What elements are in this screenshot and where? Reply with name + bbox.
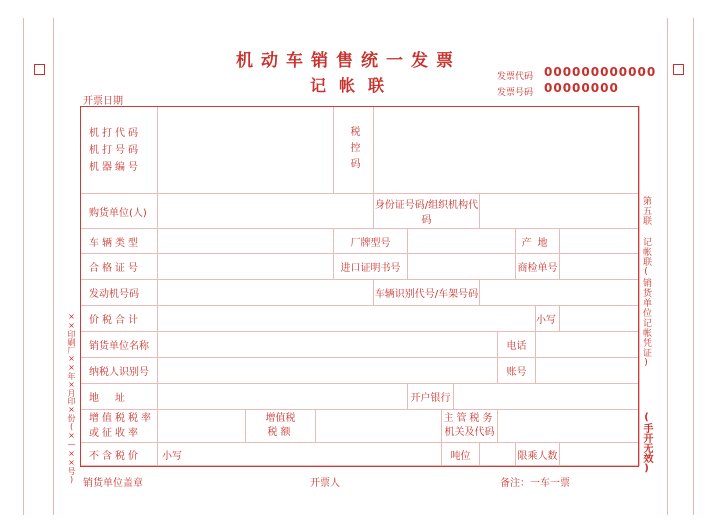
machine-number-label: 机打号码 — [89, 144, 141, 156]
origin-label: 产地 — [516, 229, 560, 254]
inspection-label: 商检单号 — [516, 254, 560, 280]
brand-model-value[interactable] — [408, 229, 516, 254]
seller-stamp-label: 销货单位盖章 — [83, 478, 143, 489]
machine-codes-value[interactable] — [158, 107, 334, 194]
pre-tax-label: 不含税价 — [81, 443, 158, 466]
machine-code-label: 机打代码 — [89, 127, 141, 139]
machine-codes-cell — [81, 107, 158, 194]
seller-name-value[interactable] — [158, 332, 498, 358]
address-value[interactable] — [158, 384, 408, 410]
phone-label: 电话 — [498, 332, 536, 358]
left-guide-line — [23, 18, 24, 515]
taxpayer-id-value[interactable] — [158, 358, 498, 384]
printer-info-vertical: ××印刷厂××年×月印×份(×—××号) — [67, 312, 76, 484]
vat-rate-label-cell — [81, 410, 158, 443]
vat-rate-label-1: 增值税税率 — [89, 413, 154, 424]
invoice-grid — [80, 106, 640, 466]
id-number-label: 身份证号码/组织机构代码 — [374, 194, 480, 229]
inspection-value[interactable] — [560, 254, 640, 280]
left-margin-line — [53, 18, 54, 515]
vat-amount-label-cell — [246, 410, 316, 443]
import-certificate-label: 进口证明书号 — [334, 254, 408, 280]
invoice-code-value: 000000000000 — [544, 65, 657, 79]
tax-control-label-cell — [334, 107, 374, 194]
total-tax-small-label: 小写 — [536, 306, 560, 332]
issuer-label: 开票人 — [310, 478, 340, 489]
origin-value[interactable] — [560, 229, 640, 254]
vat-amount-label-1: 增值税 — [265, 413, 296, 424]
pre-tax-small-label: 小写 — [158, 443, 442, 466]
vat-rate-value[interactable] — [158, 410, 246, 443]
copy-label-vertical: 第五联 记帐联(销货单位记帐凭证) — [641, 196, 651, 369]
right-guide-line — [693, 18, 694, 515]
total-tax-words-value[interactable] — [158, 306, 536, 332]
certificate-label: 合格证号 — [81, 254, 158, 280]
invoice-number-value: 00000000 — [544, 81, 619, 95]
taxpayer-id-label: 纳税人识别号 — [81, 358, 158, 384]
account-value[interactable] — [536, 358, 640, 384]
tax-control-label: 税控码 — [348, 126, 359, 174]
machine-serial-label: 机器编号 — [89, 161, 141, 173]
tax-authority-value[interactable] — [498, 410, 640, 443]
vat-rate-label-2: 或征收率 — [89, 428, 141, 439]
seller-name-label: 销货单位名称 — [81, 332, 158, 358]
vat-amount-value[interactable] — [316, 410, 442, 443]
phone-value[interactable] — [536, 332, 640, 358]
vehicle-type-value[interactable] — [158, 229, 334, 254]
passenger-limit-label: 限乘人数 — [516, 443, 560, 466]
vin-value[interactable] — [480, 280, 640, 306]
engine-no-label: 发动机号码 — [81, 280, 158, 306]
invoice-subtitle: 记帐联 — [310, 76, 398, 95]
tax-control-value[interactable] — [374, 107, 640, 194]
punch-hole-right — [673, 64, 684, 75]
vat-amount-label-2: 税额 — [267, 427, 294, 438]
total-tax-label: 价税合计 — [81, 306, 158, 332]
bank-value[interactable] — [454, 384, 640, 410]
handwritten-invalid-label: (手开无效) — [641, 412, 652, 474]
tax-authority-label-1: 主管税务 — [443, 413, 496, 424]
tax-authority-label-2: 机关及代码 — [444, 427, 495, 438]
total-tax-small-value[interactable] — [560, 306, 640, 332]
brand-model-label: 厂牌型号 — [334, 229, 408, 254]
tax-authority-label-cell — [442, 410, 498, 443]
id-number-value[interactable] — [480, 194, 640, 229]
invoice-number-label: 发票号码 — [497, 88, 534, 98]
invoice-title: 机动车销售统一发票 — [236, 51, 461, 71]
tonnage-label: 吨位 — [442, 443, 480, 466]
vehicle-type-label: 车辆类型 — [81, 229, 158, 254]
account-label: 账号 — [498, 358, 536, 384]
note-label: 备注：一车一票 — [500, 478, 570, 489]
address-label: 地址 — [81, 384, 158, 410]
passenger-limit-value[interactable] — [560, 443, 640, 466]
invoice-code-label: 发票代码 — [497, 72, 534, 82]
vin-label: 车辆识别代号/车架号码 — [374, 280, 480, 306]
engine-no-value[interactable] — [158, 280, 374, 306]
import-certificate-value[interactable] — [408, 254, 516, 280]
right-margin-line — [667, 18, 668, 515]
buyer-label: 购货单位(人) — [81, 194, 158, 229]
issue-date-label: 开票日期 — [83, 96, 123, 107]
buyer-value[interactable] — [158, 194, 374, 229]
punch-hole-left — [34, 64, 45, 75]
certificate-value[interactable] — [158, 254, 334, 280]
tonnage-value[interactable] — [480, 443, 516, 466]
bank-label: 开户银行 — [408, 384, 454, 410]
